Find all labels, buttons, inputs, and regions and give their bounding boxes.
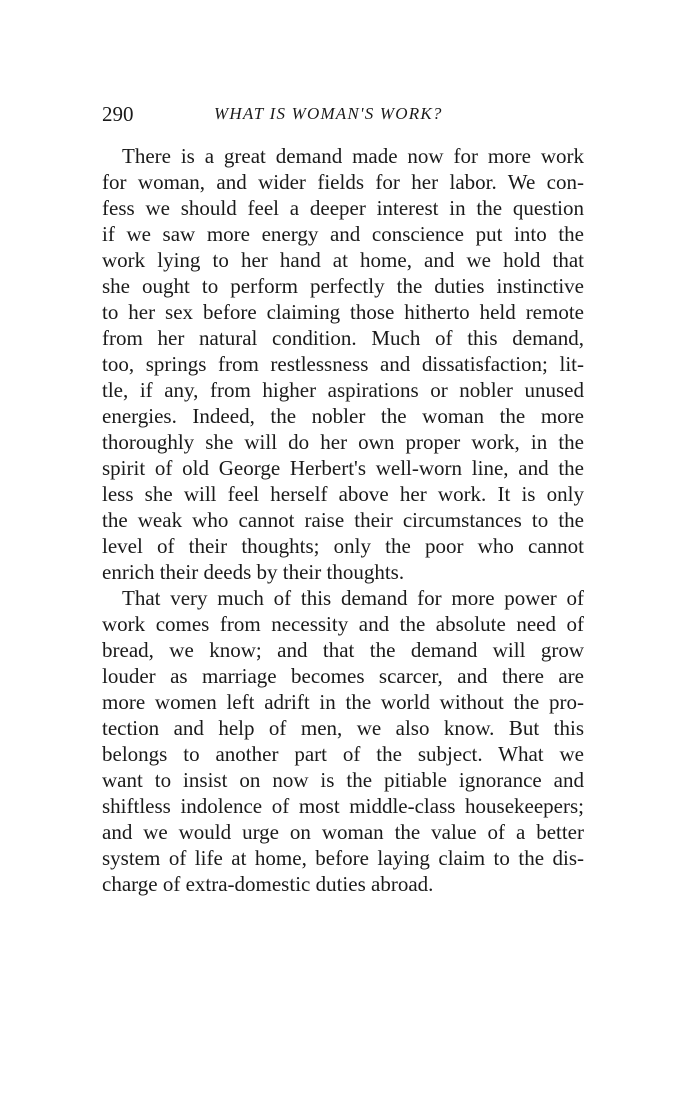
text-line: level of their thoughts; only the poor who cannot	[102, 534, 584, 558]
text-line: belongs to another part of the subject. What we	[102, 742, 584, 766]
text-line: less she will feel herself above her work. It is only	[102, 482, 584, 506]
text-line: the weak who cannot raise their circumstances to the	[102, 508, 584, 532]
text-line: louder as marriage becomes scarcer, and there are	[102, 664, 584, 688]
text-line: work comes from necessity and the absolute need of	[102, 612, 584, 636]
text-line: shiftless indolence of most middle-class housekeepers;	[102, 794, 584, 818]
paragraph-2	[102, 585, 584, 897]
body-text	[102, 143, 584, 897]
text-line: spirit of old George Herbert's well-worn line, and the	[102, 456, 584, 480]
text-line: work lying to her hand at home, and we hold that	[102, 248, 584, 272]
text-line: want to insist on now is the pitiable ignorance and	[102, 768, 584, 792]
text-line: bread, we know; and that the demand will grow	[102, 638, 584, 662]
text-line: she ought to perform perfectly the duties instinctive	[102, 274, 584, 298]
text-line: to her sex before claiming those hitherto held remote	[102, 300, 584, 324]
page-number: 290	[102, 102, 134, 126]
text-line: system of life at home, before laying claim to the dis-	[102, 846, 584, 870]
text-line: charge of extra-domestic duties abroad.	[102, 872, 434, 896]
text-line: There is a great demand made now for more work	[122, 144, 584, 168]
text-line: tle, if any, from higher aspirations or nobler unused	[102, 378, 584, 402]
text-line: more women left adrift in the world without the pro-	[102, 690, 584, 714]
text-line: That very much of this demand for more power of	[122, 586, 584, 610]
text-line: tection and help of men, we also know. But this	[102, 716, 584, 740]
running-head	[102, 101, 582, 127]
text-line: energies. Indeed, the nobler the woman the more	[102, 404, 584, 428]
text-line: thoroughly she will do her own proper work, in the	[102, 430, 584, 454]
text-line: if we saw more energy and conscience put into the	[102, 222, 584, 246]
paragraph-1	[102, 143, 584, 585]
text-line: and we would urge on woman the value of a better	[102, 820, 584, 844]
text-line: enrich their deeds by their thoughts.	[102, 560, 405, 584]
text-line: from her natural condition. Much of this demand,	[102, 326, 584, 350]
text-line: too, springs from restlessness and dissatisfaction; lit-	[102, 352, 584, 376]
text-line: fess we should feel a deeper interest in the question	[102, 196, 584, 220]
running-title: WHAT IS WOMAN'S WORK?	[214, 104, 443, 123]
text-line: for woman, and wider fields for her labor. We con-	[102, 170, 584, 194]
